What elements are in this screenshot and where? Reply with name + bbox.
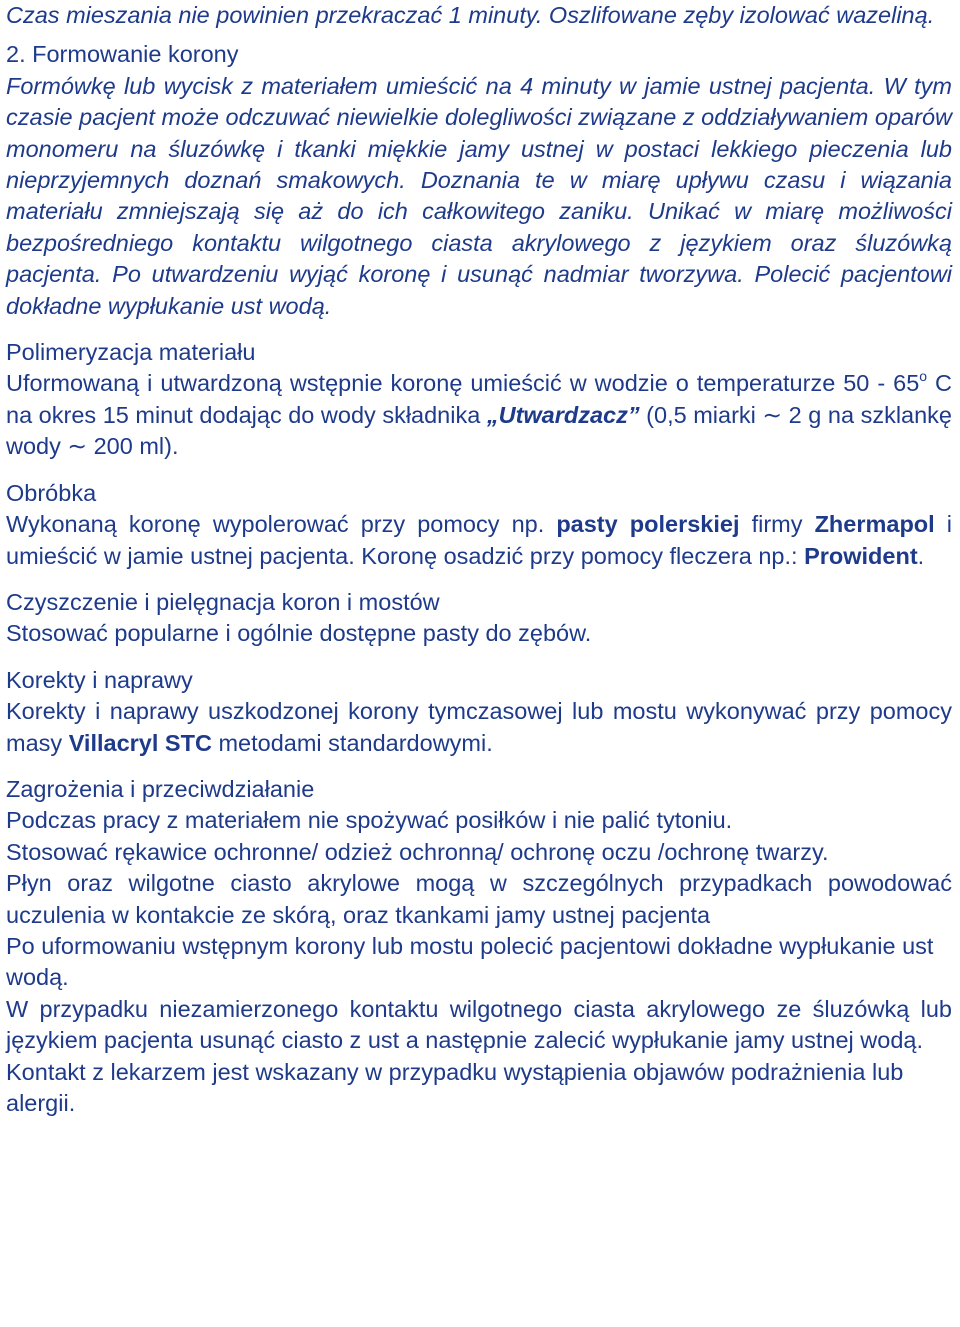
section-cleaning bbox=[6, 587, 952, 650]
text-fragment: Korekty i naprawy uszkodzonej korony tymczasowej lub mostu wykonywać przy pomocy masy bbox=[6, 698, 952, 756]
section-processing bbox=[6, 478, 952, 572]
text-fragment: metodami standardowymi. bbox=[211, 729, 493, 756]
section-hazards bbox=[6, 774, 952, 1119]
text-fragment: (0,5 miarki ∼ 2 g na szklankę wody ∼ 200 ml). bbox=[6, 401, 952, 460]
cleaning-paragraph: Stosować popularne i ogólnie dostępne pasty do zębów. bbox=[6, 620, 592, 647]
text-fragment: W tym czasie pacjent może odczuwać niewielkie dolegliwości związane z oddziaływaniem oparów monomeru na śluzówkę i tkanki miękkie jamy ustnej w postaci lekkiego pieczenia lub nieprzyjemnych doznań smakowych. bbox=[6, 72, 952, 194]
section-heading: Polimeryzacja materiału bbox=[6, 339, 256, 366]
text-fragment: Polecić pacjentowi dokładne wypłukanie ust wodą. bbox=[6, 261, 953, 319]
hazards-paragraph: Po uformowaniu wstępnym korony lub mostu polecić pacjentowi dokładne wypłukanie ust wodą. bbox=[6, 932, 934, 991]
section-heading: 2. Formowanie korony bbox=[6, 41, 239, 68]
corrections-paragraph bbox=[6, 696, 952, 759]
text-fragment: i umieścić w jamie ustnej pacjenta. Koronę osadzić przy pomocy fleczera np.: bbox=[6, 511, 952, 569]
hazards-paragraph: Kontakt z lekarzem jest wskazany w przypadku wystąpienia objawów podrażnienia lub alergii. bbox=[6, 1058, 904, 1116]
product-name: Zhermapol bbox=[814, 511, 935, 538]
section-polymerization bbox=[6, 337, 952, 463]
product-name: Villacryl STC bbox=[68, 729, 212, 756]
text-fragment: firmy bbox=[739, 511, 815, 538]
degree-superscript: o bbox=[919, 367, 928, 384]
hardener-name: „Utwardzacz” bbox=[486, 401, 640, 428]
section-heading: Korekty i naprawy bbox=[6, 666, 193, 693]
text-fragment: Formówkę lub wycisk z materiałem umieścić na 4 minuty w jamie ustnej pacjenta. bbox=[6, 72, 876, 99]
text-fragment: C na okres 15 minut dodając do wody składnika bbox=[6, 370, 952, 428]
section-corrections bbox=[6, 665, 952, 759]
text-fragment: . bbox=[917, 542, 925, 569]
hazards-paragraph: Płyn oraz wilgotne ciasto akrylowe mogą w szczególnych przypadkach powodować uczulenia w kontakcie ze skórą, oraz tkankami jamy ustnej pacjenta bbox=[6, 870, 952, 928]
product-name: pasty polerskiej bbox=[556, 511, 740, 538]
hazards-paragraph: Stosować rękawice ochronne/ odzież ochronną/ ochronę oczu /ochronę twarzy. bbox=[6, 838, 829, 865]
processing-paragraph bbox=[6, 509, 952, 572]
product-name: Prowident bbox=[804, 542, 918, 569]
text-fragment: Uformowaną i utwardzoną wstępnie koronę umieścić w wodzie o temperaturze 50 - 65 bbox=[6, 370, 920, 397]
text-fragment: Po utwardzeniu wyjąć koronę i usunąć nadmiar tworzywa. bbox=[112, 261, 744, 288]
text-fragment: Doznania te w miarę upływu czasu i wiązania materiału zmniejszają się aż do ich całkowitego zaniku. bbox=[6, 167, 953, 225]
text-fragment: Unikać w miarę możliwości bezpośredniego kontaktu wilgotnego ciasta akrylowego z językiem oraz śluzówką pacjenta. bbox=[6, 198, 953, 288]
hazards-paragraph: W przypadku niezamierzonego kontaktu wilgotnego ciasta akrylowego ze śluzówką lub językiem pacjenta usunąć ciasto z ust a następnie zalecić wypłukanie jamy ustnej wodą. bbox=[6, 995, 952, 1054]
mixing-time-paragraph: Czas mieszania nie powinien przekraczać 1 minuty. Oszlifowane zęby izolować wazeliną. bbox=[6, 2, 935, 28]
hazards-paragraph: Podczas pracy z materiałem nie spożywać posiłków i nie palić tytoniu. bbox=[6, 807, 733, 834]
section-heading: Zagrożenia i przeciwdziałanie bbox=[6, 775, 315, 802]
section-crown-forming bbox=[6, 39, 952, 322]
crown-forming-paragraph bbox=[6, 71, 952, 322]
section-heading: Obróbka bbox=[6, 479, 97, 506]
polymerization-paragraph bbox=[6, 368, 952, 462]
section-heading: Czyszczenie i pielęgnacja koron i mostów bbox=[6, 588, 440, 615]
text-fragment: Wykonaną koronę wypolerować przy pomocy np. bbox=[6, 511, 557, 538]
